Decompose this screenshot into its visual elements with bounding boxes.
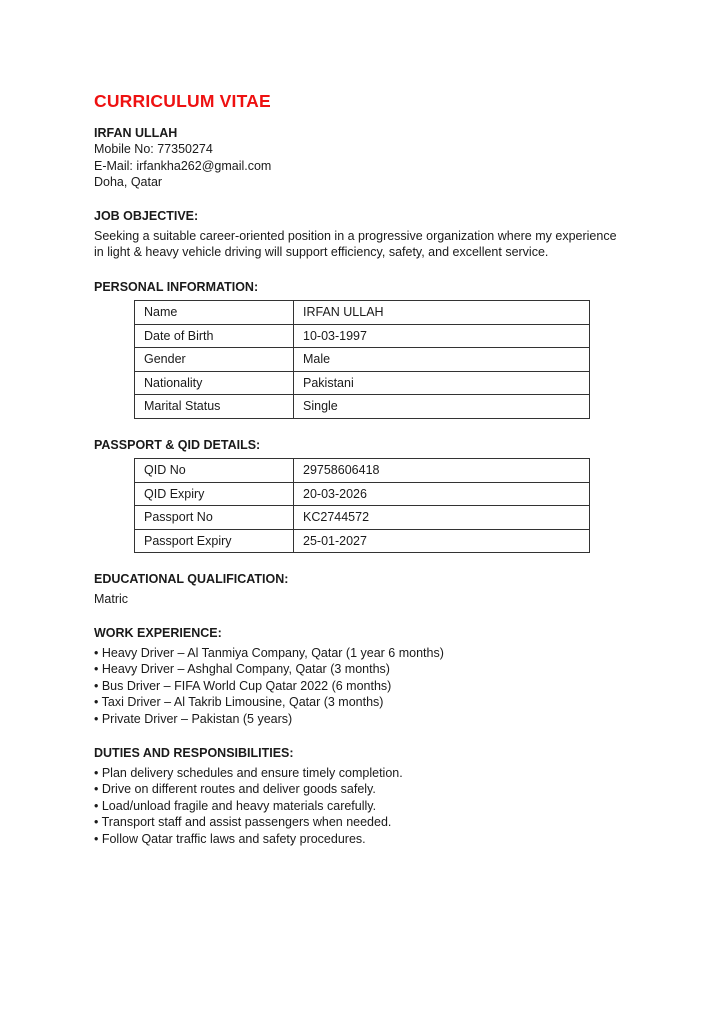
candidate-name: IRFAN ULLAH xyxy=(94,126,178,141)
row-label: Passport No xyxy=(135,506,294,530)
passport-qid-heading: PASSPORT & QID DETAILS: xyxy=(94,437,261,452)
section-personal-information xyxy=(94,279,624,419)
table-row xyxy=(135,506,590,530)
list-item: • Transport staff and assist passengers when needed. xyxy=(94,815,392,830)
row-label: QID No xyxy=(135,459,294,483)
table-row xyxy=(135,348,590,372)
table-row xyxy=(135,371,590,395)
list-item: • Plan delivery schedules and ensure timely completion. xyxy=(94,765,403,780)
table-row xyxy=(135,395,590,419)
row-label: Date of Birth xyxy=(135,324,294,348)
section-education xyxy=(94,571,624,607)
row-label: Marital Status xyxy=(135,395,294,419)
row-label: Passport Expiry xyxy=(135,529,294,553)
list-item: • Follow Qatar traffic laws and safety procedures. xyxy=(94,831,366,846)
row-value: IRFAN ULLAH xyxy=(294,301,590,325)
table-row xyxy=(135,324,590,348)
list-item: • Drive on different routes and deliver goods safely. xyxy=(94,782,376,797)
row-value: 20-03-2026 xyxy=(294,482,590,506)
personal-information-table xyxy=(134,300,590,419)
duties-list xyxy=(94,765,624,848)
list-item: • Bus Driver – FIFA World Cup Qatar 2022 (6 months) xyxy=(94,678,392,693)
job-objective-heading: JOB OBJECTIVE: xyxy=(94,209,199,224)
row-value: Pakistani xyxy=(294,371,590,395)
section-duties xyxy=(94,745,624,847)
list-item: • Heavy Driver – Ashghal Company, Qatar (3 months) xyxy=(94,662,390,677)
list-item: • Heavy Driver – Al Tanmiya Company, Qatar (1 year 6 months) xyxy=(94,645,444,660)
list-item: • Taxi Driver – Al Takrib Limousine, Qatar (3 months) xyxy=(94,695,384,710)
education-heading: EDUCATIONAL QUALIFICATION: xyxy=(94,572,289,587)
row-value: 10-03-1997 xyxy=(294,324,590,348)
table-row xyxy=(135,301,590,325)
passport-qid-table xyxy=(134,458,590,553)
table-row xyxy=(135,529,590,553)
page-title: CURRICULUM VITAE xyxy=(94,91,271,111)
job-objective-text: Seeking a suitable career-oriented position in a progressive organization where my experience in light & heavy vehicle driving will support efficiency, safety, and excellent service. xyxy=(94,228,617,260)
work-experience-list xyxy=(94,645,624,728)
section-work-experience xyxy=(94,625,624,727)
contact-block xyxy=(94,125,624,190)
section-passport-qid xyxy=(94,437,624,554)
row-label: Name xyxy=(135,301,294,325)
row-label: QID Expiry xyxy=(135,482,294,506)
section-job-objective xyxy=(94,208,624,261)
row-value: 29758606418 xyxy=(294,459,590,483)
row-label: Nationality xyxy=(135,371,294,395)
duties-heading: DUTIES AND RESPONSIBILITIES: xyxy=(94,746,294,761)
work-experience-heading: WORK EXPERIENCE: xyxy=(94,626,222,641)
row-value: 25-01-2027 xyxy=(294,529,590,553)
education-text: Matric xyxy=(94,591,129,606)
list-item: • Load/unload fragile and heavy materials carefully. xyxy=(94,798,377,813)
row-value: Male xyxy=(294,348,590,372)
location: Doha, Qatar xyxy=(94,174,163,189)
list-item: • Private Driver – Pakistan (5 years) xyxy=(94,711,293,726)
table-row xyxy=(135,482,590,506)
email-address: E-Mail: irfankha262@gmail.com xyxy=(94,158,272,173)
personal-information-heading: PERSONAL INFORMATION: xyxy=(94,279,259,294)
row-value: Single xyxy=(294,395,590,419)
row-label: Gender xyxy=(135,348,294,372)
table-row xyxy=(135,459,590,483)
row-value: KC2744572 xyxy=(294,506,590,530)
mobile-number: Mobile No: 77350274 xyxy=(94,142,213,157)
